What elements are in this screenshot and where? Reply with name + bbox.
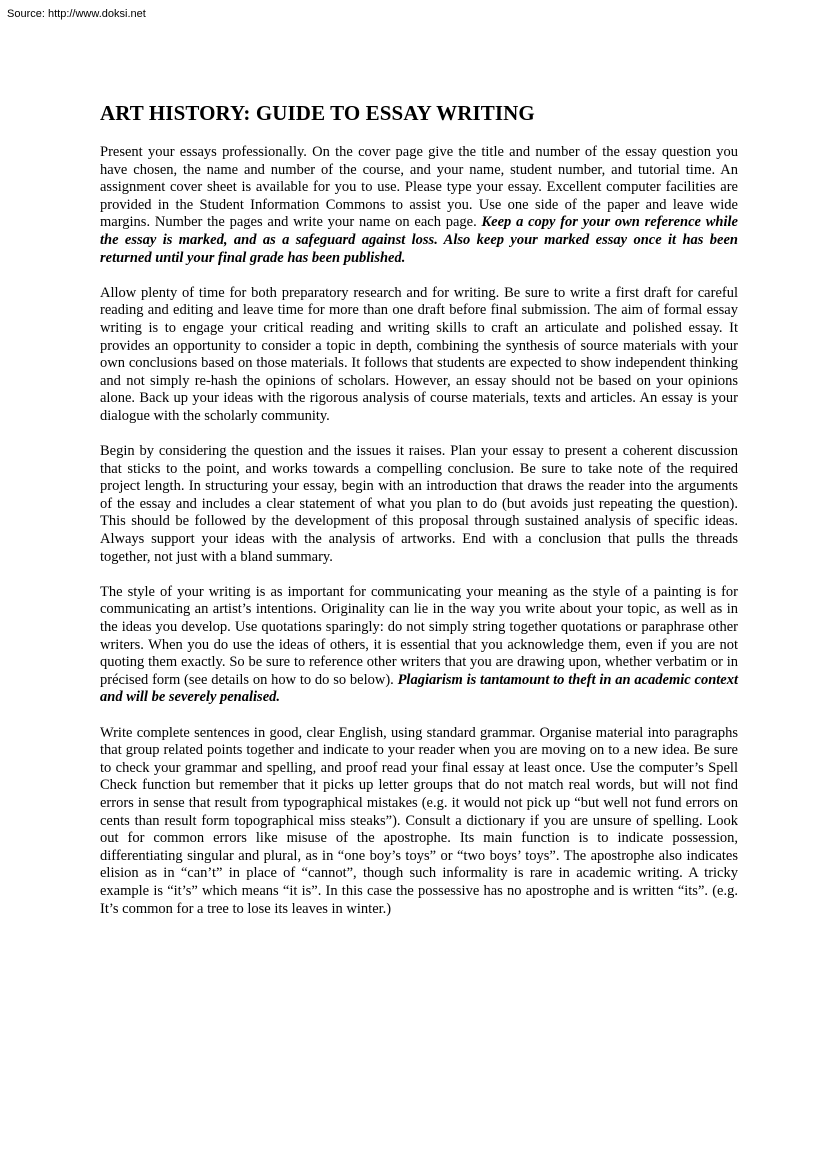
paragraph-text: Write complete sentences in good, clear English, using standard grammar. Organise material into paragraphs that group related points together and indicate to your reader when you are moving on to a new idea. Be sure to check your grammar and spelling, and proof read your final essay at least once. Use the computer’s Spell Check function but remember that it picks up letter groups that do not match real words, but will not find errors in sense that result from typographical mistakes (e.g. it would not pick up “but well not fund errors on cents than result form topographical miss steaks”). Consult a dictionary if you are unsure of spelling. Look out for common errors like misuse of the apostrophe. Its main function is to indicate possession, differentiating singular and plural, as in “one boy’s toys” or “two boys’ toys”. The apostrophe also indicates elision as in “can’t” in place of “cannot”, though such informality is rare in academic writing. A tricky example is “it’s” which means “it is”. In this case the possessive has no apostrophe and is written “its”. (e.g. It’s common for a tree to lose its leaves in winter.) xyxy=(100,724,738,917)
emphasis-keep-copy: Keep a copy for your own reference while the essay is marked, and as a safeguard against loss. Also keep your marked essay once it has been returned until your final grade has been published. xyxy=(100,214,738,266)
paragraph-text: Begin by considering the question and the issues it raises. Plan your essay to present a coherent discussion that sticks to the point, and works towards a compelling conclusion. Be sure to take note of the required project length. In structuring your essay, begin with an introduction that draws the reader into the arguments of the essay and includes a clear statement of what you plan to do (but avoids just repeating the question). This should be followed by the development of this proposal through sustained analysis of specific ideas. Always support your ideas with the analysis of artworks. End with a conclusion that pulls the threads together, not just with a bland summary. xyxy=(100,443,738,565)
source-attribution: Source: http://www.doksi.net xyxy=(7,8,146,20)
paragraph-structure xyxy=(100,443,738,566)
paragraph-text: Allow plenty of time for both preparatory research and for writing. Be sure to write a first draft for careful reading and editing and leave time for more than one draft before final submission. The aim of formal essay writing is to engage your critical reading and writing skills to craft an articulate and polished essay. It provides an opportunity to consider a topic in depth, combining the synthesis of source materials with your own conclusions based on those materials. It follows that students are expected to show independent thinking and not simply re-hash the opinions of scholars. However, an essay should not be based on your opinions alone. Back up your ideas with the rigorous analysis of course materials, texts and articles. An essay is your dialogue with the scholarly community. xyxy=(100,284,738,424)
page-title: ART HISTORY: GUIDE TO ESSAY WRITING xyxy=(100,101,535,125)
paragraph-grammar xyxy=(100,725,738,919)
paragraph-presentation xyxy=(100,144,738,267)
paragraph-planning-time xyxy=(100,285,738,426)
essay-guide-body xyxy=(100,144,738,936)
emphasis-plagiarism: Plagiarism is tantamount to theft in an academic context and will be severely penalised. xyxy=(100,671,738,706)
paragraph-text: Present your essays professionally. On the cover page give the title and number of the essay question you have chosen, the name and number of the course, and your name, student number, and tutorial time. An assignment cover sheet is available for you to use. Please type your essay. Excellent computer facilities are provided in the Student Information Commons to assist you. Use one side of the paper and leave wide margins. Number the pages and write your name on each page. xyxy=(100,144,738,231)
paragraph-style xyxy=(100,584,738,707)
paragraph-text: The style of your writing is as important for communicating your meaning as the style of a painting is for communicating an artist’s intentions. Originality can lie in the way you write about your topic, as well as in the ideas you develop. Use quotations sparingly: do not simply string together quotations or paraphrase other writers. When you do use the ideas of others, it is essential that you acknowledge them, even if you are not quoting them exactly. So be sure to reference other writers that you are drawing upon, whether verbatim or in précised form (see details on how to do so below). xyxy=(100,583,738,688)
